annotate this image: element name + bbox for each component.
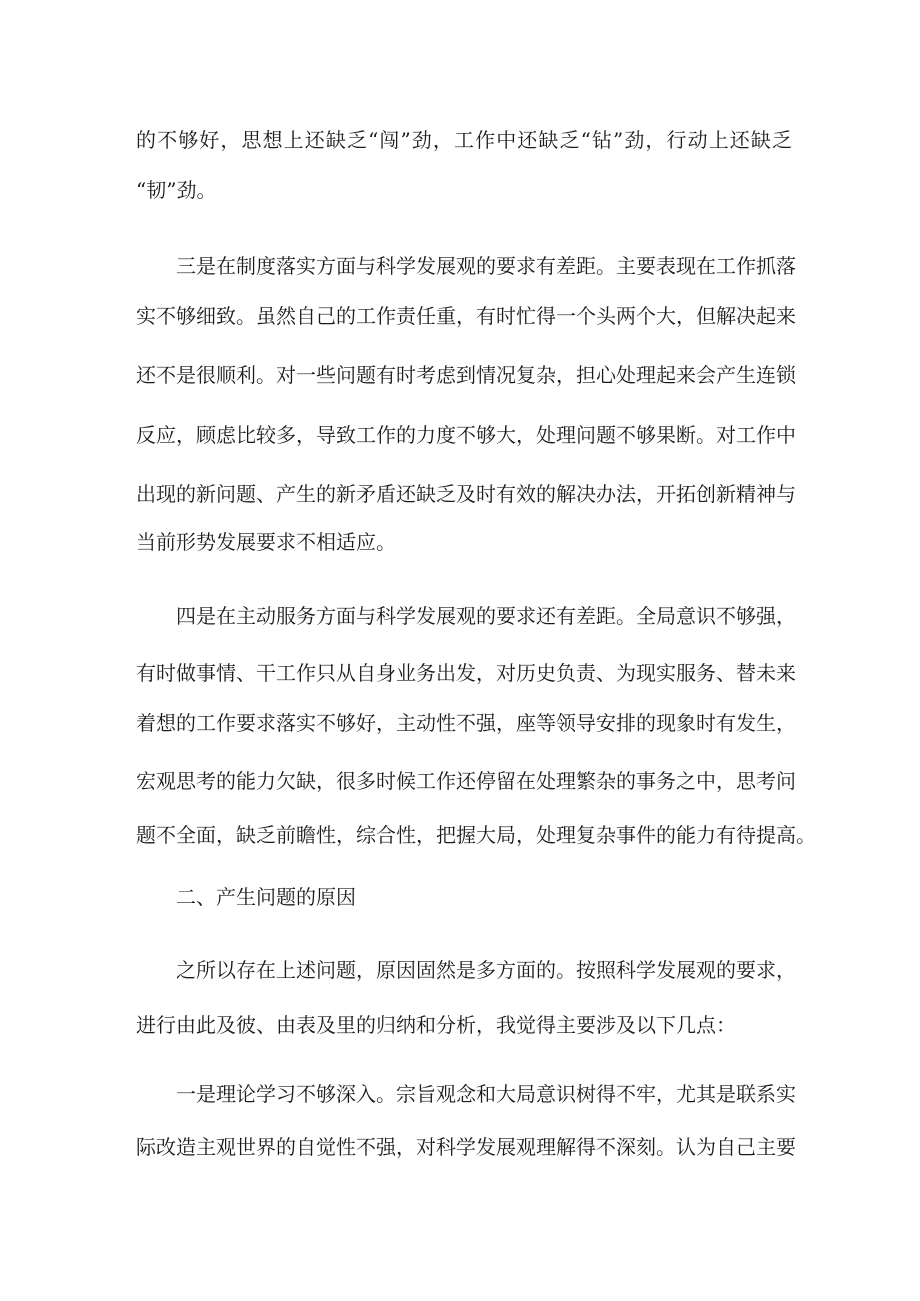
text-line: 一是理论学习不够深入。宗旨观念和大局意识树得不牢，尤其是联系实 xyxy=(176,1082,796,1106)
text-line: 有时做事情、干工作只从自身业务出发，对历史负责、为现实服务、替未来 xyxy=(136,661,796,685)
text-line: 四是在主动服务方面与科学发展观的要求还有差距。全局意识不够强， xyxy=(176,604,796,628)
text-line: 出现的新问题、产生的新矛盾还缺乏及时有效的解决办法，开拓创新精神与 xyxy=(136,482,796,506)
text-line: 宏观思考的能力欠缺，很多时候工作还停留在处理繁杂的事务之中，思考问 xyxy=(136,769,796,793)
text-line: 之所以存在上述问题，原因固然是多方面的。按照科学发展观的要求， xyxy=(176,958,796,982)
text-line: 进行由此及彼、由表及里的归纳和分析，我觉得主要涉及以下几点： xyxy=(136,1013,736,1037)
text-line: 当前形势发展要求不相适应。 xyxy=(136,530,396,554)
text-line: 际改造主观世界的自觉性不强，对科学发展观理解得不深刻。认为自己主要 xyxy=(136,1135,796,1159)
text-line: 反应，顾虑比较多，导致工作的力度不够大，处理问题不够果断。对工作中 xyxy=(136,423,796,447)
text-line: 还不是很顺利。对一些问题有时考虑到情况复杂，担心处理起来会产生连锁 xyxy=(136,363,796,387)
section-heading: 二、产生问题的原因 xyxy=(176,885,356,909)
text-line: “韧”劲。 xyxy=(136,178,217,202)
text-line: 实不够细致。虽然自己的工作责任重，有时忙得一个头两个大，但解决起来 xyxy=(136,304,796,328)
text-line: 的不够好，思想上还缺乏“闯”劲，工作中还缺乏“钻”劲，行动上还缺乏 xyxy=(136,128,792,152)
text-line: 三是在制度落实方面与科学发展观的要求有差距。主要表现在工作抓落 xyxy=(176,254,796,278)
text-line: 题不全面，缺乏前瞻性，综合性，把握大局，处理复杂事件的能力有待提高。 xyxy=(136,823,816,847)
text-line: 着想的工作要求落实不够好，主动性不强，座等领导安排的现象时有发生， xyxy=(136,711,796,735)
